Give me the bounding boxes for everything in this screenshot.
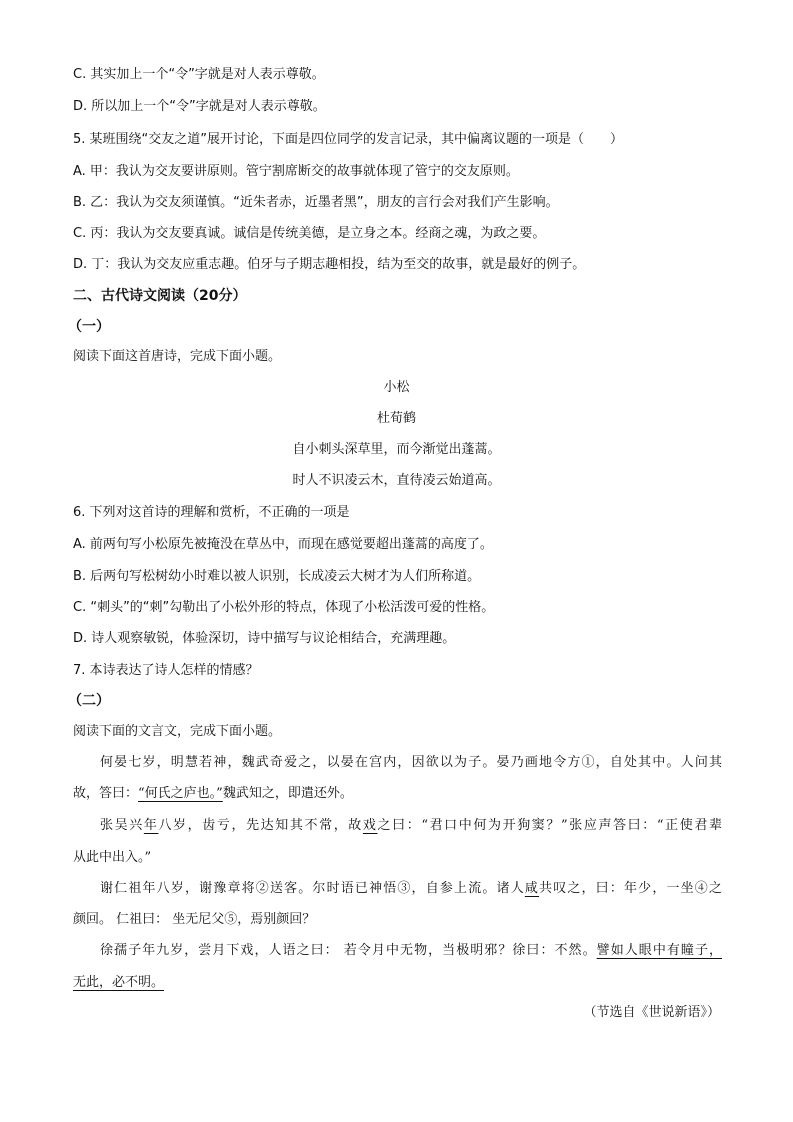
q6-option-b: B. 后两句写松树幼小时难以被人识别，长成凌云大树才为人们所称道。 xyxy=(73,569,481,584)
underlined-text: 咸 xyxy=(524,881,540,896)
passage-text: 张吴兴 xyxy=(100,818,144,833)
passage-line xyxy=(73,910,315,930)
poem-line: 自小刺头深草里，而今渐觉出蓬蒿。 xyxy=(292,442,501,457)
q5-option-c: C. 丙：我认为交友要真诚。诚信是传统美德，是立身之本。经商之魂，为政之要。 xyxy=(73,226,546,241)
underlined-text: 戏 xyxy=(362,818,378,833)
passage-text: 八岁，齿亏，先达知其不常，故 xyxy=(158,818,363,833)
q6-option-d: D. 诗人观察敏锐，体验深切，诗中描写与议论相结合，充满理趣。 xyxy=(73,631,456,646)
part1-label: （一） xyxy=(68,319,110,335)
passage-text: 故，答曰： xyxy=(73,786,139,801)
passage-text: 之曰：“君口中何为开狗窦？”张应声答曰：“正使君辈 xyxy=(377,818,722,833)
q6-option-a: A. 前两句写小松原先被掩没在草丛中，而现在感觉要超出蓬蒿的高度了。 xyxy=(73,537,493,552)
underlined-text: 年 xyxy=(143,818,159,833)
passage-line xyxy=(73,973,164,993)
part2-instruction: 阅读下面的文言文，完成下面小题。 xyxy=(73,724,282,739)
part1-instruction: 阅读下面这首唐诗，完成下面小题。 xyxy=(73,349,282,364)
underlined-text: 无此，必不明。 xyxy=(73,975,165,990)
passage-line xyxy=(73,848,151,868)
q6-stem: 6. 下列对这首诗的理解和赏析，不正确的一项是 xyxy=(73,505,350,520)
q5-stem: 5. 某班围绕“交友之道”展开讨论，下面是四位同学的发言记录，其中偏离议题的一项是（ ） xyxy=(73,132,624,147)
passage-text: 颜回。 仁祖曰： 坐无尼父⑤，焉别颜回？ xyxy=(73,912,316,927)
q7-stem: 7. 本诗表达了诗人怎样的情感？ xyxy=(73,663,259,678)
passage-line xyxy=(100,753,722,773)
q4-option-d: D. 所以加上一个“令”字就是对人表示尊敬。 xyxy=(73,99,326,114)
q5-option-a: A. 甲：我认为交友要讲原则。管宁割席断交的故事就体现了管宁的交友原则。 xyxy=(73,164,519,179)
passage-text: 共叹之，曰：年少，一坐④之 xyxy=(539,881,722,896)
passage-text: 何晏七岁，明慧若神，魏武奇爱之，以晏在宫内，因欲以为子。晏乃画地令方①，自处其中。人问其 xyxy=(100,755,722,770)
part2-label: （二） xyxy=(68,693,110,709)
passage-line xyxy=(100,816,722,836)
passage-line xyxy=(73,784,353,804)
underlined-text: 譬如人眼中有瞳子， xyxy=(596,943,722,958)
source-citation: （节选自《世说新语》） xyxy=(583,1005,720,1020)
poem-title: 小松 xyxy=(383,380,410,395)
passage-text: 魏武知之，即遣还外。 xyxy=(222,786,353,801)
poem-author: 杜荀鹤 xyxy=(376,411,416,426)
q5-option-d: D. 丁：我认为交友应重志趣。伯牙与子期志趣相投，结为至交的故事，就是最好的例子。 xyxy=(73,257,586,272)
passage-line xyxy=(100,879,722,899)
passage-text: 徐孺子年九岁，尝月下戏，人语之曰： 若令月中无物，当极明邪？徐曰：不然。 xyxy=(100,943,597,958)
passage-text: 谢仁祖年八岁，谢豫章将②送客。尔时语已神悟③，自参上流。诸人 xyxy=(100,881,525,896)
poem-line: 时人不识凌云木，直待凌云始道高。 xyxy=(292,473,501,488)
underlined-text: “何氏之庐也。” xyxy=(138,786,223,801)
passage-line xyxy=(100,941,722,961)
passage-text: 从此中出入。” xyxy=(73,850,152,865)
q4-option-c: C. 其实加上一个“令”字就是对人表示尊敬。 xyxy=(73,67,325,82)
q5-option-b: B. 乙：我认为交友须谨慎。“近朱者赤，近墨者黑”，朋友的言行会对我们产生影响。 xyxy=(73,195,559,210)
q6-option-c: C. “刺头”的“刺”勾勒出了小松外形的特点，体现了小松活泼可爱的性格。 xyxy=(73,600,495,615)
section-heading: 二、古代诗文阅读（20分） xyxy=(73,288,247,304)
